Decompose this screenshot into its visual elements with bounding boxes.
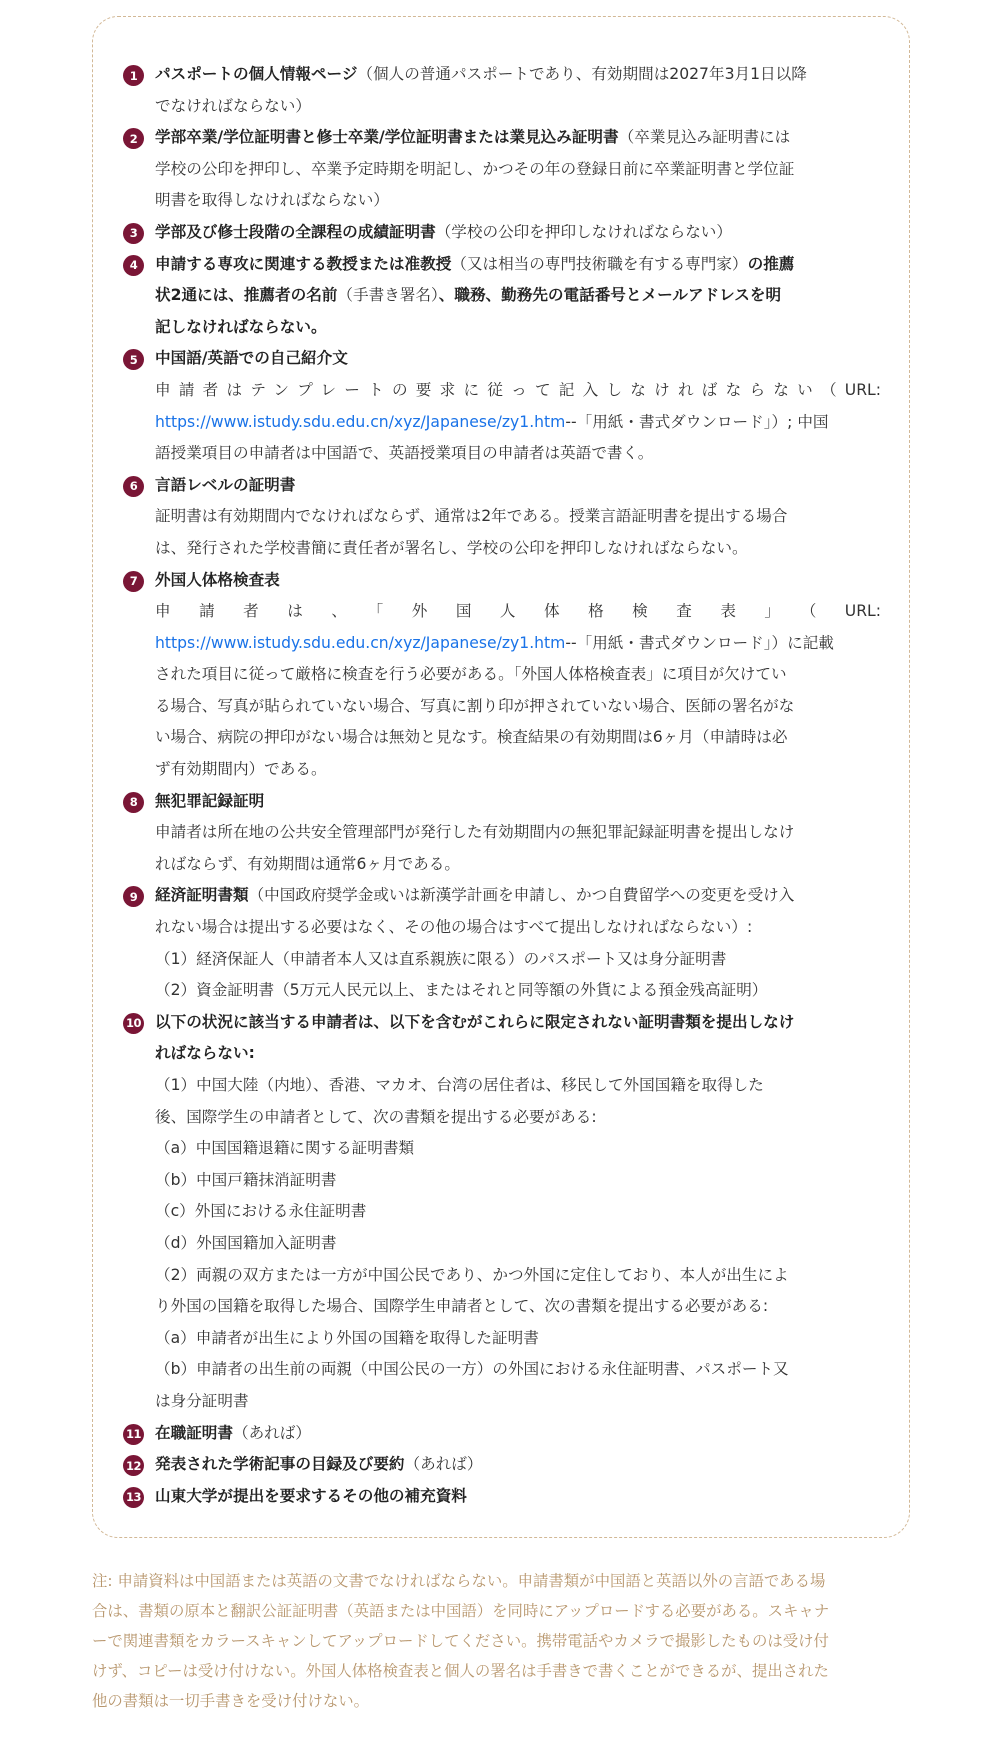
text: （b）申請者の出生前の両親（中国公民の一方）の外国における永住証明書、パスポート又 — [155, 1360, 789, 1379]
text-line — [155, 438, 881, 470]
number-badge: 1 — [123, 65, 144, 86]
note-line: 合は、書類の原本と翻訳公証証明書（英語または中国語）を同時にアップロードする必要がある。スキャナ — [92, 1602, 830, 1620]
note-line: ーで関連書類をカラースキャンしてアップロードしてください。携帯電話やカメラで撮影したものは受け付 — [92, 1632, 829, 1650]
text: 後、国際学生の申請者として、次の書類を提出する必要がある: — [155, 1107, 597, 1126]
bold-text: 中国語/英語での自己紹介文 — [155, 349, 348, 368]
text-line — [155, 1323, 881, 1355]
bold-text: 在職証明書 — [155, 1423, 233, 1442]
number-badge: 6 — [123, 476, 144, 497]
text-line — [155, 501, 881, 533]
text-line — [155, 944, 881, 976]
footnote — [92, 1566, 910, 1716]
text-line — [155, 691, 881, 723]
text-line — [155, 407, 881, 439]
text-line — [155, 59, 881, 91]
text: （1）経済保証人（申請者本人又は直系親族に限る）のパスポート又は身分証明書 — [155, 949, 727, 968]
text-line — [155, 249, 881, 281]
text: ず有効期間内）である。 — [155, 760, 327, 779]
text: （中国政府奨学金或いは新漢学計画を申請し、かつ自費留学への変更を受け入 — [248, 886, 795, 905]
text-line — [155, 1291, 881, 1323]
bold-text: 外国人体格検査表 — [155, 570, 280, 589]
requirements-list — [123, 59, 881, 1512]
requirement-item — [123, 565, 881, 786]
text-line — [155, 1260, 881, 1292]
text-line — [155, 817, 881, 849]
text: --「用紙・書式ダウンロード」）に記載 — [565, 633, 834, 652]
requirement-item — [123, 786, 881, 881]
text: 申請者は所在地の公共安全管理部門が発行した有効期間内の無犯罪記録証明書を提出しなけ — [155, 823, 795, 842]
text-line — [155, 912, 881, 944]
number-badge: 10 — [123, 1013, 144, 1034]
requirement-item — [123, 1481, 881, 1513]
text: （a）申請者が出生により外国の国籍を取得した証明書 — [155, 1328, 539, 1347]
text-line — [155, 343, 881, 375]
bold-text: 無犯罪記録証明 — [155, 791, 265, 810]
text: （個人の普通パスポートであり、有効期間は2027年3月1日以降 — [357, 65, 807, 83]
bold-text: 発表された学術記事の目録及び要約 — [155, 1455, 405, 1474]
text: （あれば） — [232, 1423, 311, 1442]
text: （2）資金証明書（5万元人民元以上、またはそれと同等額の外貨による預金残高証明） — [155, 981, 768, 1000]
requirement-item — [123, 1449, 881, 1481]
note-line: 他の書類は一切手書きを受け付けない。 — [92, 1692, 370, 1710]
text-line — [155, 1133, 881, 1165]
requirement-item — [123, 1007, 881, 1418]
text: り外国の国籍を取得した場合、国際学生申請者として、次の書類を提出する必要がある: — [155, 1297, 769, 1316]
text: 申請者はテンプレートの要求に従って記入しなければならない（URL: — [155, 380, 881, 399]
text: （あれば） — [404, 1455, 483, 1474]
number-badge: 3 — [123, 223, 144, 244]
url-link[interactable]: https://www.istudy.sdu.edu.cn/xyz/Japanese/zy1.htm — [155, 412, 566, 431]
bold-text: ればならない: — [155, 1044, 255, 1063]
text-line — [155, 659, 881, 691]
text-line — [155, 596, 881, 628]
url-link[interactable]: https://www.istudy.sdu.edu.cn/xyz/Japanese/zy1.htm — [155, 633, 566, 652]
text: 明書を取得しなければならない） — [155, 191, 389, 210]
number-badge: 9 — [123, 886, 144, 907]
text: （d）外国国籍加入証明書 — [155, 1233, 337, 1252]
text: は身分証明書 — [155, 1391, 249, 1410]
bold-text: 以下の状況に該当する申請者は、以下を含むがこれらに限定されない証明書類を提出しなけ — [155, 1012, 795, 1031]
requirement-item — [123, 1418, 881, 1450]
text: （b）中国戸籍抹消証明書 — [155, 1170, 337, 1189]
text-line — [155, 533, 881, 565]
text-line — [155, 1228, 881, 1260]
note-line: けず、コピーは受け付けない。外国人体格検査表と個人の署名は手書きで書くことができるが、提出された — [92, 1662, 829, 1680]
text: 語授業項目の申請者は中国語で、英語授業項目の申請者は英語で書く。 — [155, 444, 654, 463]
text-line — [155, 1165, 881, 1197]
text: （学校の公印を押印しなければならない） — [435, 222, 732, 241]
text-line — [155, 1481, 881, 1513]
bold-text: 状2通には、推薦者の名前 — [155, 286, 338, 305]
text-line — [155, 849, 881, 881]
bold-text: パスポートの個人情報ページ — [155, 65, 358, 83]
requirement-item — [123, 59, 881, 122]
requirement-item — [123, 217, 881, 249]
number-badge: 8 — [123, 792, 144, 813]
text-line — [155, 375, 881, 407]
number-badge: 2 — [123, 128, 144, 149]
text-line — [155, 1386, 881, 1418]
bold-text: 申請する専攻に関連する教授または准教授 — [155, 254, 452, 273]
text-line — [155, 880, 881, 912]
text-line — [155, 1449, 881, 1481]
text: （又は相当の専門技術職を有する専門家） — [451, 254, 748, 273]
requirements-card — [92, 16, 910, 1538]
text-line — [155, 628, 881, 660]
text-line — [155, 122, 881, 154]
text: （1）中国大陸（内地）、香港、マカオ、台湾の居住者は、移民して外国国籍を取得した — [155, 1076, 764, 1094]
bold-text: 学部卒業/学位証明書と修士卒業/学位証明書または業見込み証明書 — [155, 128, 619, 147]
text: は、発行された学校書簡に責任者が署名し、学校の公印を押印しなければならない。 — [155, 538, 748, 557]
number-badge: 13 — [123, 1487, 144, 1508]
bold-text: の推薦 — [747, 254, 795, 273]
number-badge: 11 — [123, 1424, 144, 1445]
text: 証明書は有効期間内でなければならず、通常は2年である。授業言語証明書を提出する場合 — [155, 507, 788, 526]
text-line — [155, 975, 881, 1007]
requirement-item — [123, 880, 881, 1006]
text-line — [155, 217, 881, 249]
bold-text: 言語レベルの証明書 — [155, 475, 296, 494]
text: 学校の公印を押印し、卒業予定時期を明記し、かつその年の登録日前に卒業証明書と学位証 — [155, 159, 795, 178]
number-badge: 4 — [123, 255, 144, 276]
bold-text: 、職務、勤務先の電話番号とメールアドレスを明 — [438, 286, 782, 305]
text: れない場合は提出する必要はなく、その他の場合はすべて提出しなければならない）: — [155, 918, 753, 937]
text-line — [155, 565, 881, 597]
bold-text: 学部及び修士段階の全課程の成績証明書 — [155, 222, 436, 241]
bold-text: 山東大学が提出を要求するその他の補充資料 — [155, 1486, 467, 1505]
note-line: 注: 申請資料は中国語または英語の文書でなければならない。申請書類が中国語と英語以外の言語である場 — [92, 1572, 826, 1590]
number-badge: 5 — [123, 349, 144, 370]
requirement-item — [123, 249, 881, 344]
text: された項目に従って厳格に検査を行う必要がある。「外国人体格検査表」に項目が欠けてい — [155, 665, 787, 684]
number-badge: 12 — [123, 1455, 144, 1476]
bold-text: 経済証明書類 — [155, 886, 249, 905]
requirement-item — [123, 470, 881, 565]
bold-text: 記しなければならない。 — [155, 317, 327, 336]
text: （卒業見込み証明書には — [618, 128, 791, 147]
text: （a）中国国籍退籍に関する証明書類 — [155, 1139, 415, 1158]
text-line — [155, 91, 881, 123]
text-line — [155, 312, 881, 344]
requirement-item — [123, 122, 881, 217]
text-line — [155, 1070, 881, 1102]
text-line — [155, 1102, 881, 1134]
text: 申請者は、「外国人体格検査表」（URL: — [155, 602, 881, 621]
text: い場合、病院の押印がない場合は無効と見なす。検査結果の有効期間は6ヶ月（申請時は必 — [155, 728, 788, 747]
text-line — [155, 1038, 881, 1070]
text-line — [155, 1007, 881, 1039]
text: （2）両親の双方または一方が中国公民であり、かつ外国に定住しており、本人が出生によ — [155, 1265, 789, 1284]
text-line — [155, 154, 881, 186]
requirement-item — [123, 343, 881, 469]
number-badge: 7 — [123, 571, 144, 592]
text-line — [155, 1354, 881, 1386]
text-line — [155, 754, 881, 786]
text: ればならず、有効期間は通常6ヶ月である。 — [155, 854, 460, 873]
text-line — [155, 1418, 881, 1450]
text-line — [155, 722, 881, 754]
text-line — [155, 786, 881, 818]
text: でなければならない） — [155, 96, 311, 115]
text-line — [155, 280, 881, 312]
text: る場合、写真が貼られていない場合、写真に割り印が押されていない場合、医師の署名がな — [155, 696, 795, 715]
text-line — [155, 470, 881, 502]
text-line — [155, 185, 881, 217]
text: （c）外国における永住証明書 — [155, 1202, 367, 1221]
text-line — [155, 1196, 881, 1228]
text: （手書き署名） — [337, 286, 439, 305]
text: --「用紙・書式ダウンロード」）; 中国 — [565, 412, 829, 431]
